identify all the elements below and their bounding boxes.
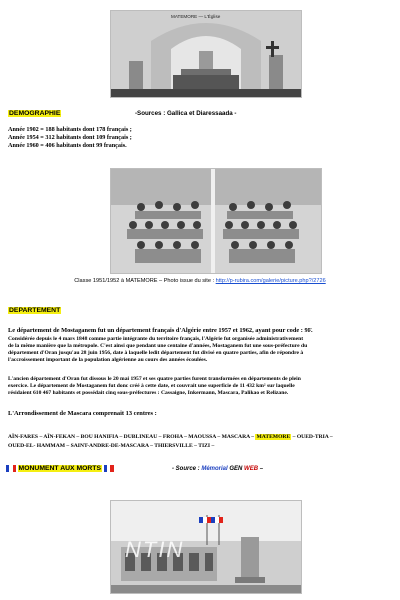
class-photo: [110, 168, 322, 274]
centres-matemore-highlight: MATEMORE: [256, 434, 291, 440]
dept-para2-line1: L'ancien département d'Oran fut dissous le 20 mai 1957 et ses quatre parties furent transformées en départements de plein: [8, 376, 301, 382]
departement-heading: DEPARTEMENT: [9, 307, 61, 314]
dept-para1-line2: Considérée depuis le 4 mars 1848 comme partie intégrante du territoire français, l'Algérie fut organisée administrativement: [8, 336, 304, 342]
demographie-heading: DEMOGRAPHIE: [9, 110, 61, 117]
monument-source-web: WEB: [244, 466, 259, 472]
dept-para1-line1: Le département de Mostaganem fut un département français d'Algérie entre 1957 et 1962, ayant pour code : 9F.: [8, 327, 313, 334]
monument-watermark: NTIN: [125, 537, 185, 562]
centres-line2: OUED-EL- HAMMAM – SAINT-ANDRE-DE-MASCARA – THIERSVILLE – TIZI –: [8, 443, 215, 449]
monument-photo: [110, 500, 302, 594]
centres-line1-after: – OUED-TRIA –: [291, 434, 333, 440]
demographie-sources: -Sources : Gallica et Diaressaada -: [135, 110, 237, 117]
class-photo-caption: Classe 1951/1952 à MATEMORE – Photo issue du site :: [74, 278, 216, 284]
dept-para1-line5: l'accroissement important de la population algérienne au cours des années écoulées.: [8, 357, 208, 363]
demo-line-1960: Année 1960 = 406 habitants dont 99 français.: [8, 142, 127, 149]
monument-source-prefix: - Source :: [172, 466, 202, 472]
demo-line-1902: Année 1902 = 188 habitants dont 178 français ;: [8, 126, 132, 133]
dept-para2-line3: résidaient 610 467 habitants et possédait cinq sous-préfectures : Cassaigne, Inkermann, Mascara, Palikao et Relizane.: [8, 390, 289, 396]
class-photo-link[interactable]: http://p-rubira.com/galerie/picture.php?/2726: [215, 278, 326, 284]
dept-para1-line4: département d'Oran jusqu'au 28 juin 1956, date à laquelle ledit département fut divisé en quatre parties, afin de répondre à: [8, 350, 304, 356]
monument-source-gen: GEN: [227, 466, 245, 472]
monument-source-memorial: Mémorial: [201, 466, 228, 472]
monument-heading: MONUMENT AUX MORTS: [18, 465, 101, 472]
arrondissement-title: L'Arrondissement de Mascara comprenait 13 centres :: [8, 410, 157, 417]
french-flag-icon: [104, 465, 114, 472]
monument-source-suffix: –: [258, 466, 264, 472]
church-caption: MATEMORE — L'Église: [171, 14, 221, 19]
centres-line1-before: AÏN-FARES – AÏN-FEKAN – BOU HANIFIA – DUBLINEAU – FROHA – MAOUSSA – MASCARA –: [8, 434, 256, 440]
french-flag-icon: [6, 465, 16, 472]
church-photo: [110, 10, 302, 98]
demo-line-1954: Année 1954 = 312 habitants dont 109 français ;: [8, 134, 132, 141]
dept-para2-line2: exercice. Le département de Mostaganem fut donc créé à cette date, et couvrait une superficie de 11 432 km² sur laquelle: [8, 383, 295, 389]
dept-para1-line3: de la même manière que la métropole. C'est ainsi que pendant une centaine d'années, Mostaganem fut une sous-préfecture du: [8, 343, 308, 349]
